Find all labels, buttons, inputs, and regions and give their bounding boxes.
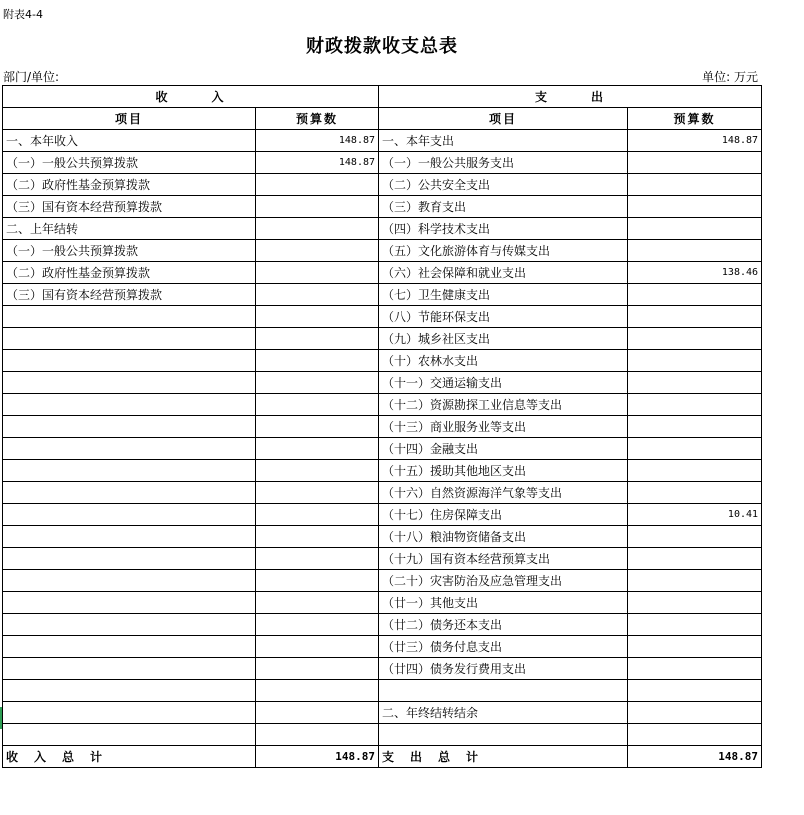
expense-item-cell: 一、本年支出 [379, 130, 628, 152]
expense-item-column-header: 项目 [379, 108, 628, 130]
income-value-cell [256, 570, 379, 592]
income-item-cell [3, 438, 256, 460]
expense-header: 支 出 [379, 86, 762, 108]
income-value-cell [256, 614, 379, 636]
table-row [3, 504, 762, 526]
expense-item-cell: （十八）粮油物资储备支出 [379, 526, 628, 548]
expense-item-cell: 二、年终结转结余 [379, 702, 628, 724]
table-row [3, 636, 762, 658]
table-row [3, 570, 762, 592]
income-value-cell [256, 592, 379, 614]
table-row [3, 174, 762, 196]
expense-item-cell: （廿四）债务发行费用支出 [379, 658, 628, 680]
expense-value-cell [628, 614, 762, 636]
income-header: 收 入 [3, 86, 379, 108]
expense-item-cell: （十二）资源勘探工业信息等支出 [379, 394, 628, 416]
expense-item-cell: （十五）援助其他地区支出 [379, 460, 628, 482]
income-item-cell: （二）政府性基金预算拨款 [3, 262, 256, 284]
income-item-cell [3, 658, 256, 680]
expense-value-cell: 138.46 [628, 262, 762, 284]
expense-budget-column-header: 预算数 [628, 108, 762, 130]
expense-value-cell [628, 570, 762, 592]
income-item-cell [3, 482, 256, 504]
income-value-cell [256, 240, 379, 262]
expense-value-cell [628, 636, 762, 658]
table-row [3, 240, 762, 262]
income-total-value: 148.87 [256, 746, 379, 768]
income-item-cell [3, 724, 256, 746]
table-row [3, 438, 762, 460]
expense-value-cell [628, 372, 762, 394]
income-value-cell [256, 702, 379, 724]
expense-item-cell: （六）社会保障和就业支出 [379, 262, 628, 284]
income-item-cell: （一）一般公共预算拨款 [3, 240, 256, 262]
income-item-cell: （三）国有资本经营预算拨款 [3, 196, 256, 218]
income-budget-column-header: 预算数 [256, 108, 379, 130]
income-value-cell [256, 636, 379, 658]
income-item-cell [3, 592, 256, 614]
department-label: 部门/单位: [3, 70, 60, 84]
expense-item-cell: （十七）住房保障支出 [379, 504, 628, 526]
income-value-cell [256, 306, 379, 328]
expense-item-cell: （十四）金融支出 [379, 438, 628, 460]
income-item-cell: 二、上年结转 [3, 218, 256, 240]
income-value-cell [256, 196, 379, 218]
income-value-cell [256, 724, 379, 746]
income-value-cell [256, 262, 379, 284]
expense-item-cell: （七）卫生健康支出 [379, 284, 628, 306]
expense-total-value: 148.87 [628, 746, 762, 768]
expense-item-cell: （廿二）债务还本支出 [379, 614, 628, 636]
income-item-cell [3, 350, 256, 372]
expense-item-cell: （十九）国有资本经营预算支出 [379, 548, 628, 570]
expense-item-cell: （八）节能环保支出 [379, 306, 628, 328]
expense-item-cell: （十三）商业服务业等支出 [379, 416, 628, 438]
table-row [3, 680, 762, 702]
expense-value-cell [628, 284, 762, 306]
income-value-cell [256, 174, 379, 196]
table-row [3, 658, 762, 680]
income-item-cell [3, 306, 256, 328]
expense-value-cell [628, 526, 762, 548]
expense-value-cell [628, 460, 762, 482]
expense-value-cell: 10.41 [628, 504, 762, 526]
expense-item-cell: （五）文化旅游体育与传媒支出 [379, 240, 628, 262]
income-value-cell [256, 680, 379, 702]
income-item-cell: （二）政府性基金预算拨款 [3, 174, 256, 196]
income-value-cell [256, 482, 379, 504]
income-value-cell [256, 658, 379, 680]
expense-item-cell [379, 680, 628, 702]
expense-item-cell: （二十）灾害防治及应急管理支出 [379, 570, 628, 592]
expense-value-cell [628, 548, 762, 570]
income-value-cell [256, 218, 379, 240]
table-row [3, 262, 762, 284]
table-row [3, 152, 762, 174]
table-row [3, 548, 762, 570]
income-item-cell [3, 570, 256, 592]
expense-item-cell: （十）农林水支出 [379, 350, 628, 372]
income-value-cell [256, 416, 379, 438]
expense-item-cell: （一）一般公共服务支出 [379, 152, 628, 174]
expense-value-cell [628, 350, 762, 372]
expense-item-cell: （三）教育支出 [379, 196, 628, 218]
income-total-label: 收 入 总 计 [3, 746, 256, 768]
income-item-cell [3, 460, 256, 482]
income-item-cell: （一）一般公共预算拨款 [3, 152, 256, 174]
income-value-cell [256, 350, 379, 372]
expense-item-cell: （四）科学技术支出 [379, 218, 628, 240]
table-row [3, 372, 762, 394]
income-item-cell: 一、本年收入 [3, 130, 256, 152]
income-item-cell [3, 548, 256, 570]
income-value-cell [256, 372, 379, 394]
table-row [3, 394, 762, 416]
table-row [3, 614, 762, 636]
table-row [3, 306, 762, 328]
unit-label: 单位: 万元 [702, 70, 758, 84]
expense-item-cell: （廿一）其他支出 [379, 592, 628, 614]
expense-total-label: 支 出 总 计 [379, 746, 628, 768]
income-value-cell [256, 548, 379, 570]
table-row [3, 130, 762, 152]
table-number: 附表4-4 [3, 8, 43, 21]
expense-value-cell [628, 306, 762, 328]
income-item-cell [3, 394, 256, 416]
table-row [3, 284, 762, 306]
income-value-cell [256, 284, 379, 306]
expense-value-cell [628, 482, 762, 504]
expense-value-cell [628, 658, 762, 680]
income-item-cell [3, 614, 256, 636]
income-value-cell [256, 328, 379, 350]
expense-value-cell [628, 152, 762, 174]
expense-value-cell [628, 394, 762, 416]
expense-value-cell [628, 416, 762, 438]
table-row [3, 350, 762, 372]
income-item-cell: （三）国有资本经营预算拨款 [3, 284, 256, 306]
income-item-cell [3, 372, 256, 394]
income-value-cell [256, 526, 379, 548]
income-item-cell [3, 680, 256, 702]
expense-item-cell: （十一）交通运输支出 [379, 372, 628, 394]
expense-value-cell [628, 240, 762, 262]
expense-value-cell [628, 174, 762, 196]
table-row [3, 724, 762, 746]
table-row [3, 702, 762, 724]
income-item-cell [3, 636, 256, 658]
table-row [3, 416, 762, 438]
income-value-cell [256, 394, 379, 416]
expense-value-cell [628, 218, 762, 240]
income-item-cell [3, 702, 256, 724]
table-row [3, 482, 762, 504]
expense-value-cell [628, 438, 762, 460]
table-row [3, 526, 762, 548]
table-row [3, 592, 762, 614]
income-value-cell: 148.87 [256, 130, 379, 152]
expense-value-cell: 148.87 [628, 130, 762, 152]
expense-item-cell [379, 724, 628, 746]
income-value-cell: 148.87 [256, 152, 379, 174]
income-item-cell [3, 328, 256, 350]
expense-value-cell [628, 328, 762, 350]
expense-value-cell [628, 680, 762, 702]
income-value-cell [256, 438, 379, 460]
table-row [3, 328, 762, 350]
table-row [3, 218, 762, 240]
expense-value-cell [628, 196, 762, 218]
expense-item-cell: （九）城乡社区支出 [379, 328, 628, 350]
income-value-cell [256, 460, 379, 482]
page-title: 财政拨款收支总表 [306, 36, 458, 57]
budget-table [2, 85, 762, 768]
income-item-cell [3, 504, 256, 526]
expense-item-cell: （廿三）债务付息支出 [379, 636, 628, 658]
income-item-cell [3, 526, 256, 548]
income-item-column-header: 项目 [3, 108, 256, 130]
expense-value-cell [628, 702, 762, 724]
table-row [3, 196, 762, 218]
expense-item-cell: （二）公共安全支出 [379, 174, 628, 196]
table-row [3, 460, 762, 482]
income-item-cell [3, 416, 256, 438]
expense-value-cell [628, 724, 762, 746]
expense-item-cell: （十六）自然资源海洋气象等支出 [379, 482, 628, 504]
expense-value-cell [628, 592, 762, 614]
income-value-cell [256, 504, 379, 526]
